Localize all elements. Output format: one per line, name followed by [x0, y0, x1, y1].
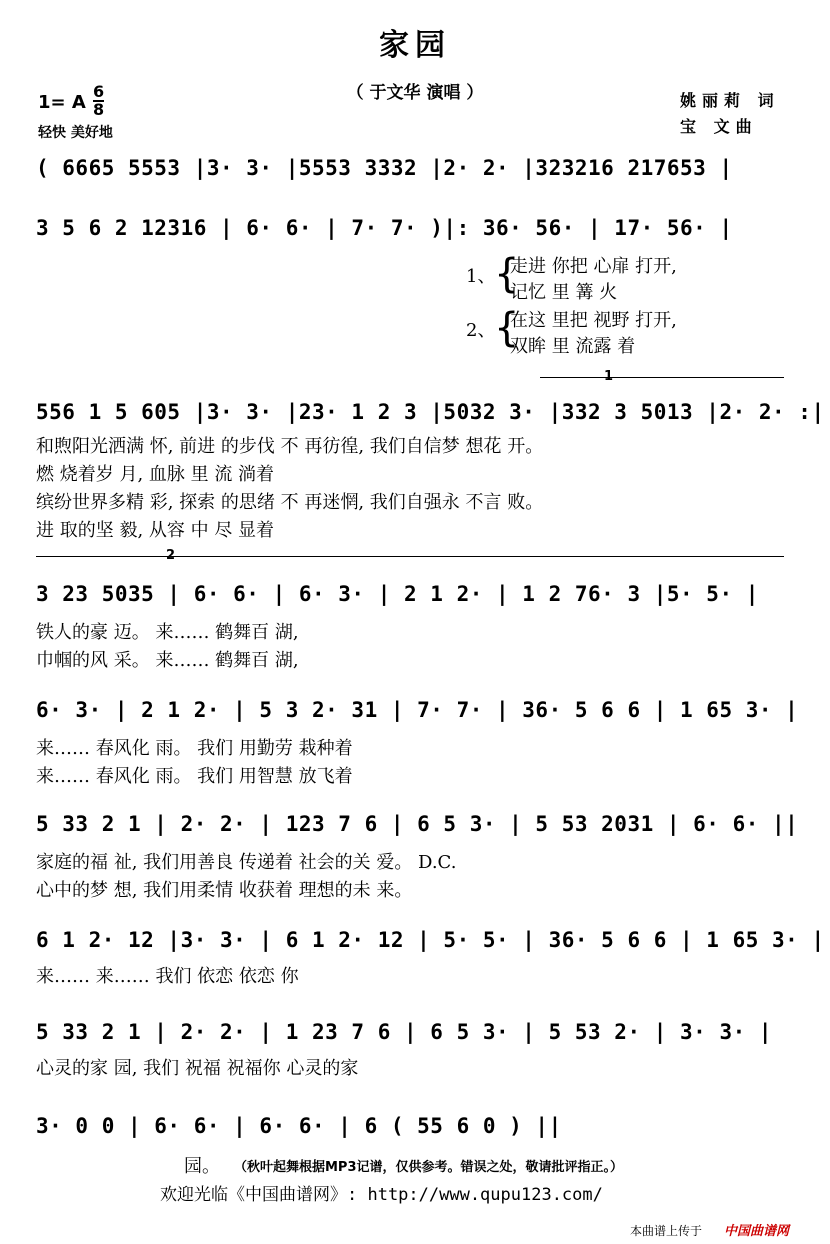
verse-label-2: 2、	[466, 320, 496, 341]
lyricist-credit: 姚丽莉 词	[680, 91, 780, 110]
row-4-lyric-2: 巾帼的风 采。 来…… 鹤舞百 湖,	[36, 650, 299, 671]
volta-2-label: 2	[166, 548, 176, 563]
intro-lyric-3: 在这 里把 视野 打开,	[510, 310, 677, 331]
key-signature: 1= A	[38, 92, 86, 113]
upload-text: 本曲谱上传于	[630, 1224, 703, 1238]
brand-logo: 中国曲谱网	[724, 1224, 790, 1239]
row-3-lyric-4: 进 取的坚 毅, 从容 中 尽 显着	[36, 520, 275, 541]
score-row-5: 6· 3· | 2 1 2· | 5 3 2· 31 | 7· 7· | 36· 5 6 6 | 1 65 3· |	[36, 698, 799, 722]
score-row-6: 5 33 2 1 | 2· 2· | 123 7 6 | 6 5 3· | 5 53 2031 | 6· 6· ||	[36, 812, 799, 836]
score-row-2: 3 5 6 2 12316 | 6· 6· | 7· 7· )|: 36· 56· | 17· 56· |	[36, 216, 733, 240]
score-row-3: 556 1 5 605 |3· 3· |23· 1 2 3 |5032 3· |332 3 5013 |2· 2· :|	[36, 400, 825, 424]
score-row-1: ( 6665 5553 |3· 3· |5553 3332 |2· 2· |323216 217653 |	[36, 156, 733, 180]
volta-1-label: 1	[604, 369, 614, 384]
score-row-4: 3 23 5035 | 6· 6· | 6· 3· | 2 1 2· | 1 2 76· 3 |5· 5· |	[36, 582, 759, 606]
singer-credit: （ 于文华 演唱 ）	[346, 83, 484, 103]
intro-lyric-4: 双眸 里 流露 着	[510, 336, 636, 357]
tempo-marking: 轻快 美好地	[38, 125, 113, 141]
verse-label-1: 1、	[466, 266, 496, 287]
score-row-7: 6 1 2· 12 |3· 3· | 6 1 2· 12 | 5· 5· | 36· 5 6 6 | 1 65 3· |	[36, 928, 825, 952]
row-3-lyric-3: 缤纷世界多精 彩, 探索 的思绪 不 再迷惘, 我们自强永 不言 败。	[36, 492, 544, 513]
row-5-lyric-2: 来…… 春风化 雨。 我们 用智慧 放飞着	[36, 766, 353, 787]
volta-2-bracket	[36, 556, 784, 557]
transcription-note: （秋叶起舞根据MP3记谱，仅供参考。错误之处，敬请批评指正。）	[234, 1160, 624, 1175]
time-denominator: 8	[93, 100, 105, 119]
verse-brace-2: {	[494, 305, 520, 351]
song-title: 家园	[379, 28, 451, 63]
row-3-lyric-1: 和煦阳光洒满 怀, 前进 的步伐 不 再彷徨, 我们自信梦 想花 开。	[36, 436, 544, 457]
row-4-lyric-1: 铁人的豪 迈。 来…… 鹤舞百 湖,	[36, 622, 299, 643]
row-6-lyric-1: 家庭的福 祉, 我们用善良 传递着 社会的关 爱。 D.C.	[36, 852, 457, 873]
row-3-lyric-2: 燃 烧着岁 月, 血脉 里 流 淌着	[36, 464, 275, 485]
website-footer: 欢迎光临《中国曲谱网》: http://www.qupu123.com/	[160, 1185, 603, 1205]
intro-lyric-1: 走进 你把 心扉 打开,	[510, 256, 677, 277]
row-5-lyric-1: 来…… 春风化 雨。 我们 用勤劳 栽种着	[36, 738, 353, 759]
row-8-lyric-1: 心灵的家 园, 我们 祝福 祝福你 心灵的家	[36, 1058, 359, 1079]
volta-1-bracket	[540, 377, 784, 378]
intro-lyric-2: 记忆 里 篝 火	[510, 282, 618, 303]
row-9-lyric-1: 园。	[184, 1156, 220, 1177]
row-7-lyric-1: 来…… 来…… 我们 依恋 依恋 你	[36, 966, 299, 987]
time-signature	[93, 84, 104, 118]
score-row-8: 5 33 2 1 | 2· 2· | 1 23 7 6 | 6 5 3· | 5 53 2· | 3· 3· |	[36, 1020, 773, 1044]
verse-brace-1: {	[494, 251, 520, 297]
time-numerator: 6	[93, 82, 105, 101]
row-6-lyric-2: 心中的梦 想, 我们用柔情 收获着 理想的未 来。	[36, 880, 413, 901]
composer-credit: 宝 文曲	[680, 117, 758, 136]
score-row-9: 3· 0 0 | 6· 6· | 6· 6· | 6 ( 55 6 0 ) ||	[36, 1114, 562, 1138]
